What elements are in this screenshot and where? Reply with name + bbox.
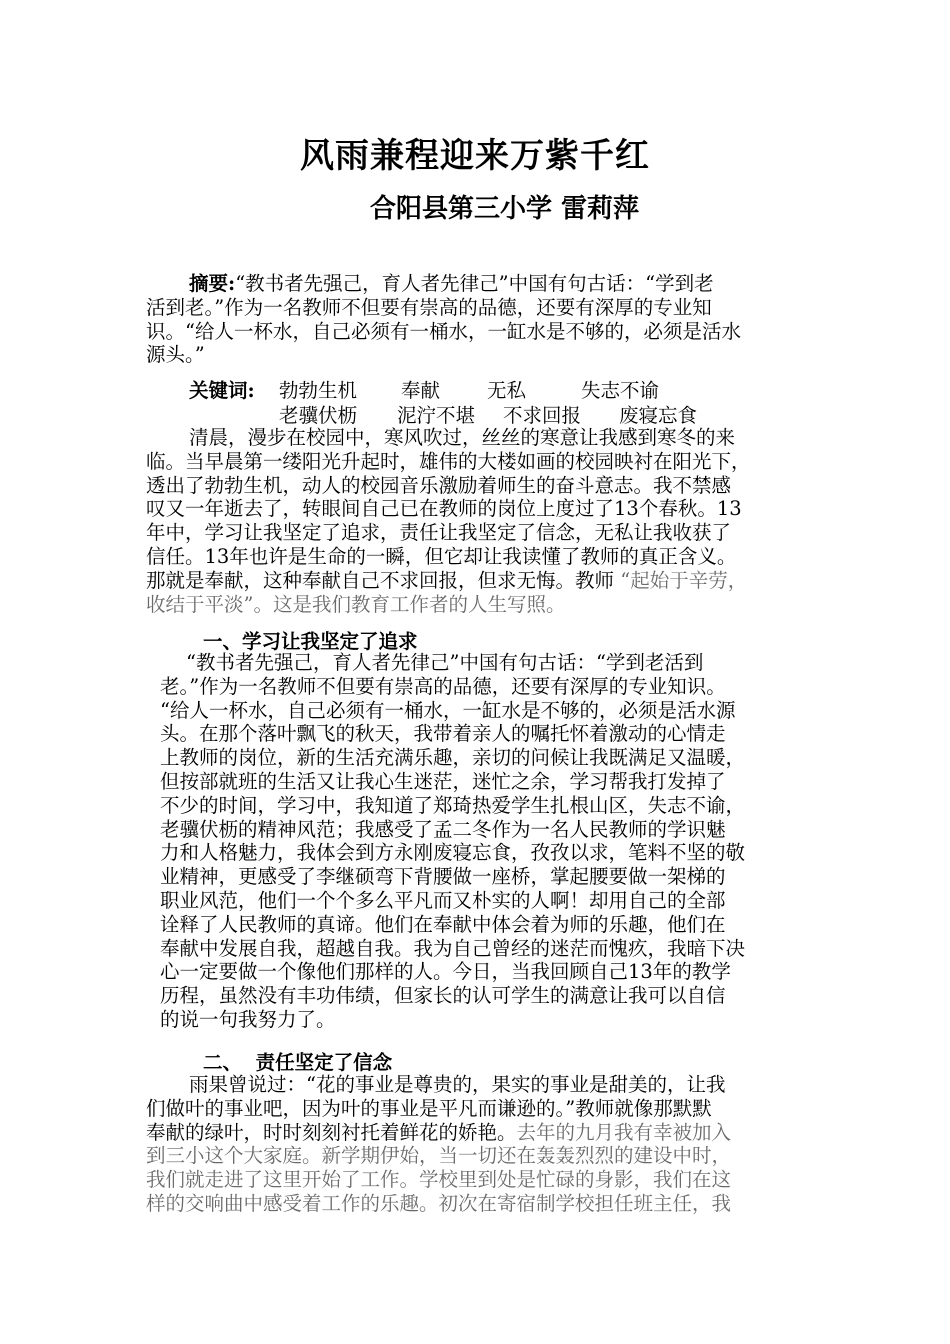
abstract-line: 源头。” (146, 343, 205, 367)
section1-line: 奉献中发展自我，超越自我。我为自己曾经的迷茫而愧疚，我暗下决 (160, 936, 746, 960)
intro-paragraph (146, 426, 751, 616)
section1-line: 业精神，更感受了李继硕弯下背腰做一座桥，掌起腰要做一架梯的 (160, 865, 726, 889)
keyword: 不求回报 (503, 404, 582, 427)
abstract-label: 摘要: (189, 272, 236, 295)
section1-line: 不少的时间，学习中，我知道了郑琦热爱学生扎根山区，失志不谕， (160, 793, 746, 817)
section1-line: 头。在那个落叶飘飞的秋天，我带着亲人的嘱托怀着激动的心情走 (160, 722, 726, 746)
abstract-line: 活到老。”作为一名教师不但要有崇高的品德，还要有深厚的专业知 (146, 295, 712, 319)
section1-line: “给人一杯水，自己必须有一桶水，一缸水是不够的，必须是活水源 (160, 698, 736, 722)
keywords-label: 关键词: (189, 379, 255, 402)
section2-gray-line: 样的交响曲中感受着工作的乐趣。初次在寄宿制学校担任班主任，我 (146, 1191, 732, 1215)
keyword: 废寝忘食 (619, 404, 698, 427)
keyword: 泥泞不堪 (397, 404, 476, 427)
section1-line: 但按部就班的生活又让我心生迷茫，迷忙之余，学习帮我打发掉了 (160, 769, 726, 793)
intro-line: 临。当早晨第一缕阳光升起时，雄伟的大楼如画的校园映衬在阳光下， (146, 449, 751, 473)
intro-line: 叹又一年逝去了，转眼间自己已在教师的岗位上度过了13个春秋。13 (146, 497, 742, 521)
section2-gray-text: 去年的九月我有幸被加入 (516, 1120, 732, 1144)
intro-line: 信任。13年也许是生命的一瞬，但它却让我读懂了教师的真正含义。 (146, 544, 737, 568)
intro-gray-text: “起始于辛劳， (620, 568, 748, 592)
section1-line: 老。”作为一名教师不但要有崇高的品德，还要有深厚的专业知识。 (160, 674, 726, 698)
section1-line: 心一定要做一个像他们那样的人。今日，当我回顾自己13年的教学 (160, 960, 731, 984)
abstract-line: “教书者先强己，育人者先律己”中国有句古话：“学到老 (235, 272, 714, 295)
author-line: 合阳县第三小学 雷莉萍 (370, 194, 640, 224)
keyword: 老骥伏枥 (279, 404, 358, 427)
intro-line: 清晨，漫步在校园中，寒风吹过，丝丝的寒意让我感到寒冬的来 (189, 426, 736, 449)
keywords-row (0, 400, 950, 427)
section-heading: 一、学习让我坚定了追求 (203, 630, 418, 653)
section1-line: 历程，虽然没有丰功伟绩，但家长的认可学生的满意让我可以自信 (160, 984, 726, 1008)
document-title: 风雨兼程迎来万紫千红 (300, 136, 650, 176)
keyword: 勃勃生机 (279, 379, 358, 402)
intro-gray-line: 收结于平淡”。这是我们教育工作者的人生写照。 (146, 592, 566, 616)
section1-line: “教书者先强己，育人者先律己”中国有句古话：“学到老活到 (186, 651, 704, 674)
section1-line: 力和人格魅力，我体会到方永刚废寝忘食，孜孜以求，笔料不坚的敬 (160, 841, 746, 865)
keyword: 奉献 (401, 379, 441, 402)
section2-paragraph (146, 1073, 731, 1216)
abstract-line: 识。“给人一杯水，自己必须有一桶水，一缸水是不够的，必须是活水 (146, 319, 741, 343)
keyword: 失志不谕 (581, 379, 660, 402)
section-heading: 二、 责任坚定了信念 (203, 1051, 393, 1074)
section1-line: 的说一句我努力了。 (160, 1007, 336, 1031)
keywords-row (0, 375, 950, 402)
intro-line: 透出了勃勃生机，动人的校园音乐激励着师生的奋斗意志。我不禁感 (146, 473, 732, 497)
section2-gray-line: 我们就走进了这里开始了工作。学校里到处是忙碌的身影，我们在这 (146, 1168, 732, 1192)
section1-line: 老骥伏枥的精神风范；我感受了孟二冬作为一名人民教师的学识魅 (160, 817, 726, 841)
section2-line: 奉献的绿叶，时时刻刻衬托着鲜花的娇艳。 (146, 1120, 517, 1144)
intro-line: 那就是奉献，这种奉献自己不求回报，但求无悔。教师 (146, 568, 615, 592)
section2-line: 们做叶的事业吧，因为叶的事业是平凡而谦逊的。”教师就像那默默 (146, 1096, 712, 1120)
section1-line: 职业风范，他们一个个多么平凡而又朴实的人啊！却用自己的全部 (160, 888, 726, 912)
section2-gray-line: 到三小这个大家庭。新学期伊始，当一切还在轰轰烈烈的建设中时， (146, 1144, 732, 1168)
section2-line: 雨果曾说过：“花的事业是尊贵的，果实的事业是甜美的，让我 (189, 1073, 726, 1096)
section1-paragraph (160, 651, 745, 1032)
keyword: 无私 (487, 379, 527, 402)
intro-line: 年中，学习让我坚定了追求，责任让我坚定了信念，无私让我收获了 (146, 521, 732, 545)
abstract-paragraph (146, 272, 741, 367)
section1-line: 上教师的岗位，新的生活充满乐趣，亲切的问候让我既满足又温暖， (160, 746, 746, 770)
section1-line: 诠释了人民教师的真谛。他们在奉献中体会着为师的乐趣，他们在 (160, 912, 726, 936)
